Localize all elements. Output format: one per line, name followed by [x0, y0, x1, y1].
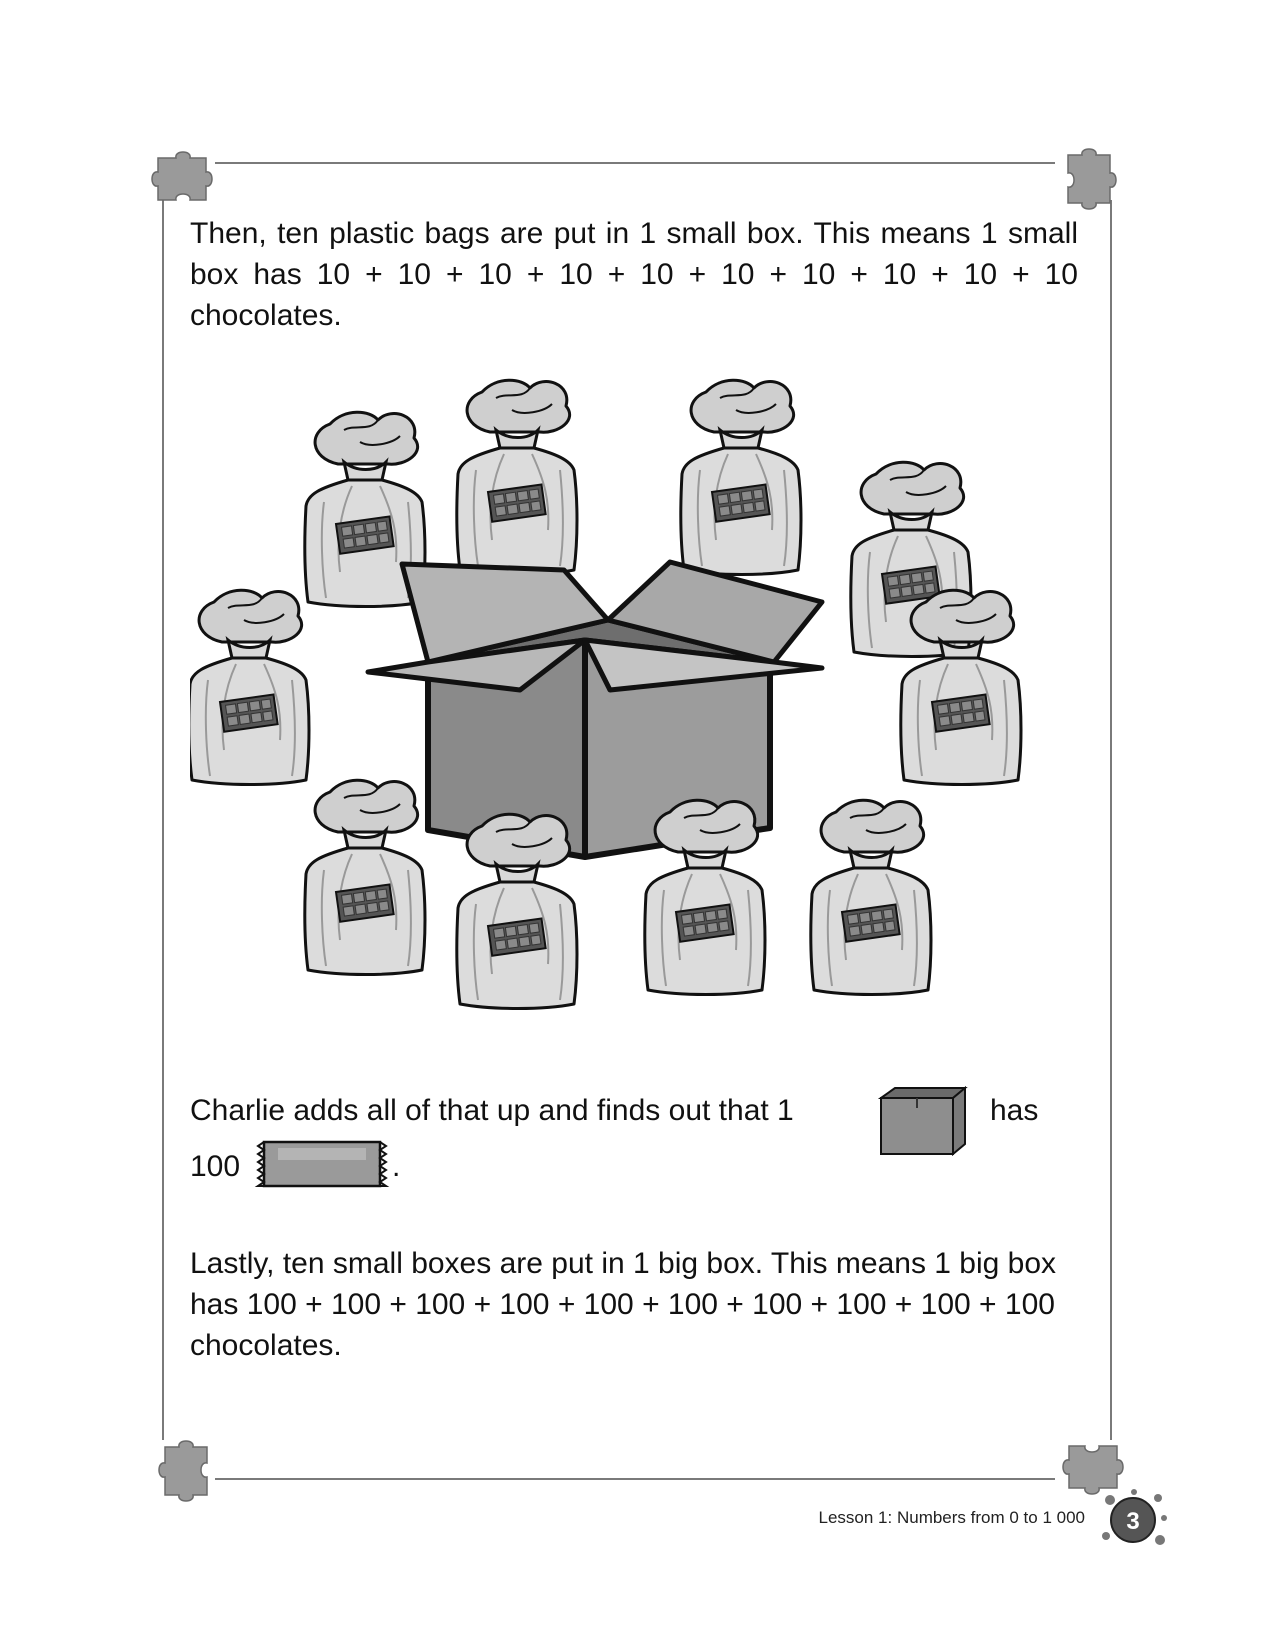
- sentence-period: .: [392, 1150, 401, 1183]
- plastic-bag-icon: [457, 380, 577, 574]
- paragraph-charlie-adds: Charlie adds all of that up and finds out that 1: [190, 1094, 794, 1127]
- plastic-bag-icon: [457, 814, 577, 1008]
- number-100: 100: [190, 1150, 241, 1183]
- frame-left-border: [162, 200, 164, 1440]
- lesson-footer: Lesson 1: Numbers from 0 to 1 000: [818, 1508, 1085, 1527]
- small-box-icon: [873, 1084, 969, 1156]
- frame-right-border: [1110, 200, 1112, 1440]
- plastic-bag-icon: [645, 800, 765, 994]
- page-number-badge: [1098, 1488, 1168, 1552]
- puzzle-piece-icon: [1060, 147, 1120, 217]
- puzzle-piece-icon: [150, 148, 220, 208]
- frame-top-border: [215, 162, 1055, 164]
- paragraph-big-box: Lastly, ten small boxes are put in 1 big box. This means 1 big box has 100 + 100 + 100 + 100 + 100 + 100 + 100 + 100 + 100 + 100 chocolates.: [190, 1247, 1057, 1362]
- plastic-bag-icon: [901, 590, 1021, 784]
- has-word: has: [990, 1094, 1039, 1127]
- page-number: 3: [1126, 1508, 1140, 1535]
- bags-and-box-illustration: [190, 372, 1080, 1072]
- plastic-bag-icon: [305, 780, 425, 974]
- paragraph-small-box: Then, ten plastic bags are put in 1 small box. This means 1 small box has 10 + 10 + 10 + 10 + 10 + 10 + 10 + 10 + 10 + 10 chocolates.: [190, 217, 1078, 332]
- plastic-bag-icon: [811, 800, 931, 994]
- plastic-bag-icon: [190, 590, 309, 784]
- plastic-bag-icon: [681, 380, 801, 574]
- frame-bottom-border: [215, 1478, 1055, 1480]
- puzzle-piece-icon: [155, 1433, 215, 1503]
- chocolate-bar-icon: [254, 1136, 390, 1192]
